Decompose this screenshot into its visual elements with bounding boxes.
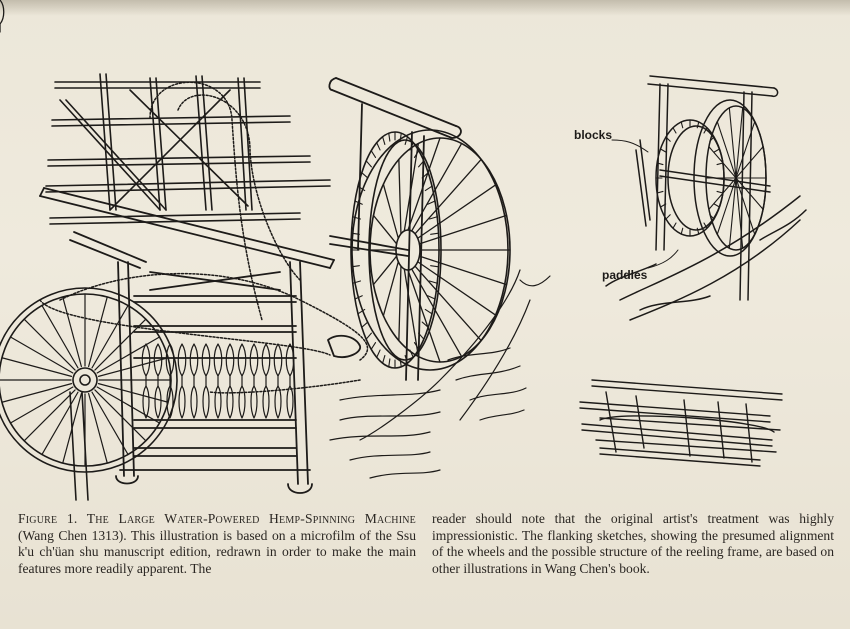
- blocks-label: blocks: [574, 128, 613, 142]
- caption-left-text: (Wang Chen 1313). This illustration is based on a microfilm of the Ssu k'u ch'üan shu manuscript edition, redrawn in order to make the main features more readily apparent. The: [18, 527, 416, 576]
- figure-caption-left: [18, 511, 416, 577]
- paddles-label: paddles: [602, 268, 648, 282]
- spinning-wheel: [0, 288, 177, 500]
- reeling-frame-main: [46, 74, 330, 224]
- figure-label: Figure 1. The Large Water-Powered Hemp-Spinning Machine: [18, 511, 416, 526]
- water-flow: [330, 270, 550, 478]
- reeling-frame-sketch: [580, 380, 782, 466]
- spindle-row-upper: [0, 0, 4, 32]
- wheel-alignment-sketch: [606, 76, 806, 320]
- spindle-frame: [40, 188, 334, 493]
- figure-caption-right: reader should note that the original artist's treatment was highly impressionistic. The flanking sketches, showing the presumed alignment of the wheels and the possible structure of the reeling frame, are based on other illustrations in Wang Chen's book.: [432, 511, 834, 576]
